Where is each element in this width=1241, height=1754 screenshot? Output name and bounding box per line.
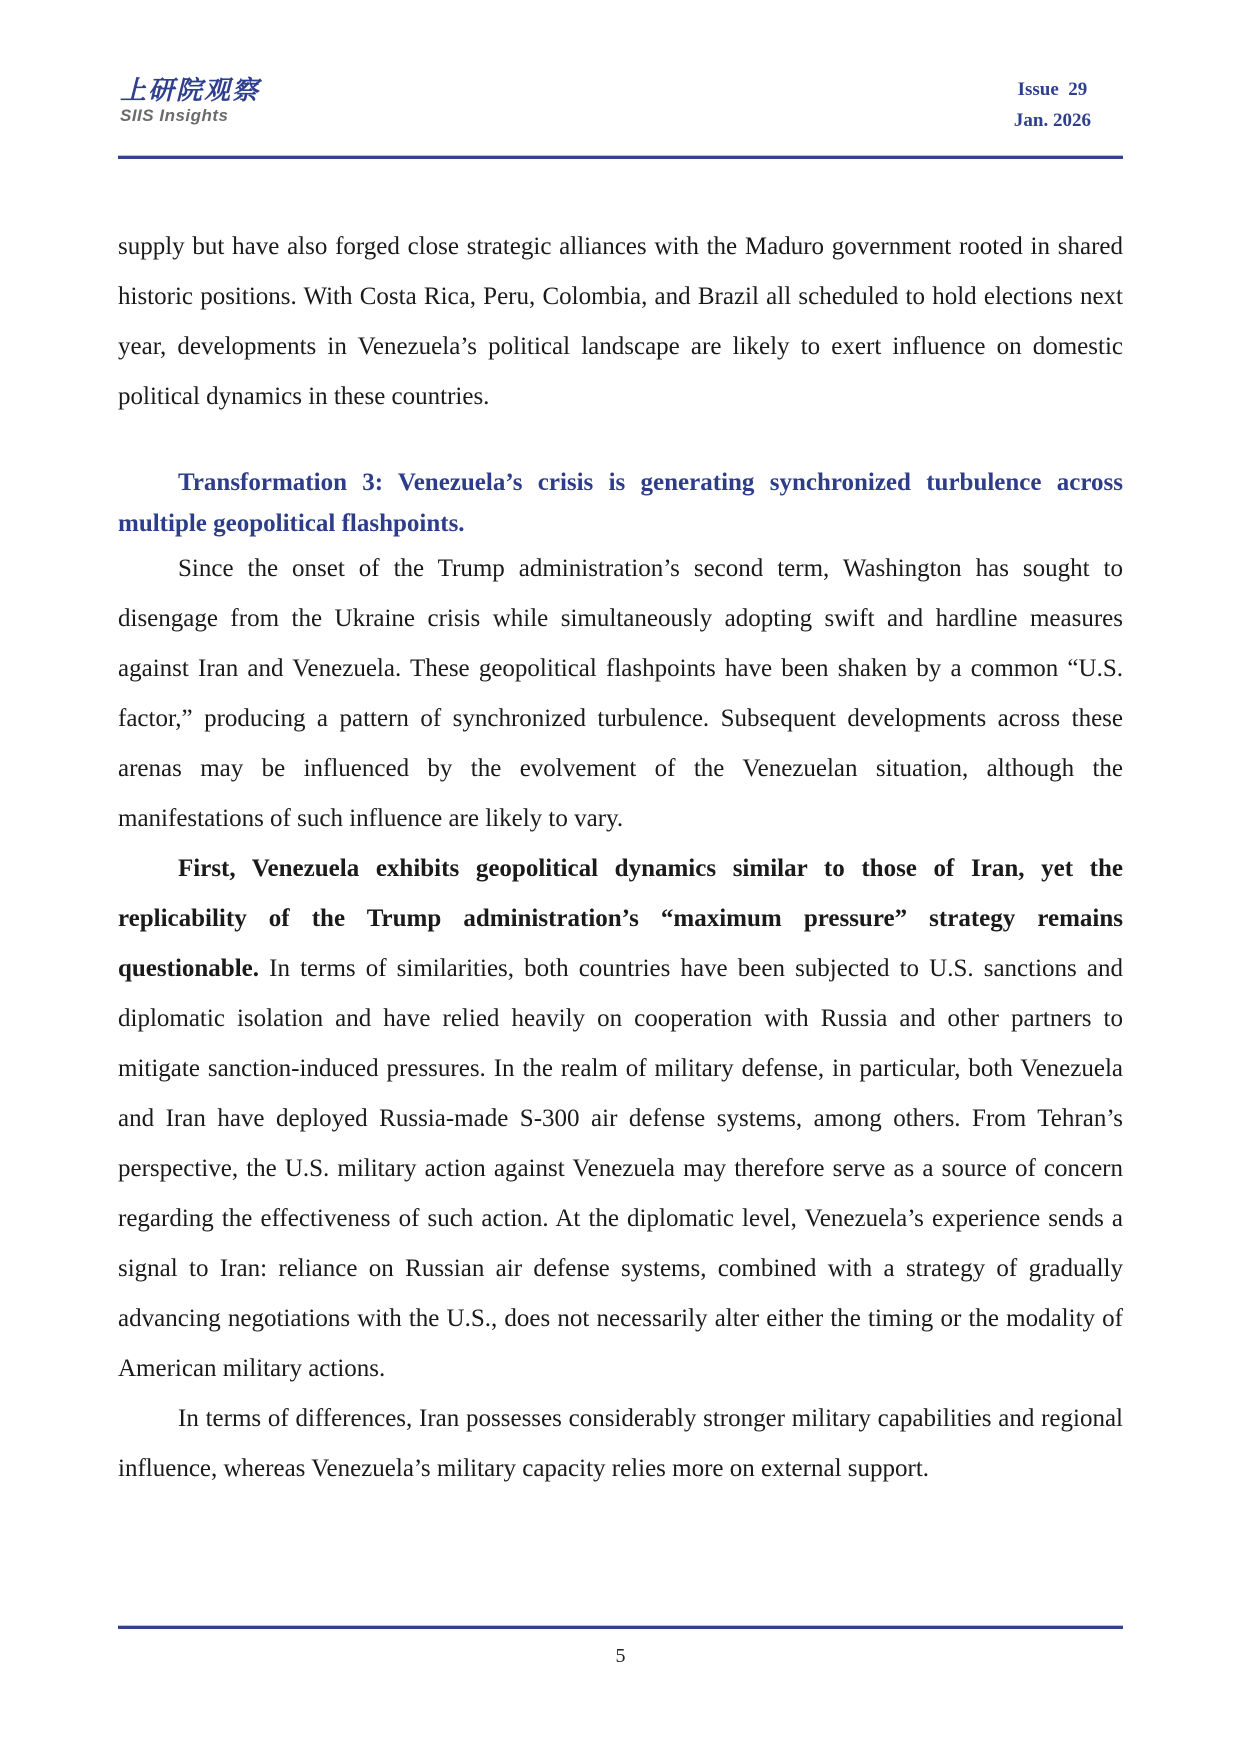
- paragraph-intro: Since the onset of the Trump administration’s second term, Washington has sought to disengage from the Ukraine crisis while simultaneously adopting swift and hardline measures against Iran and Venezuela. These geopolitical flashpoints have been shaken by a common “U.S. factor,” producing a pattern of synchronized turbulence. Subsequent developments across these arenas may be influenced by the evolvement of the Venezuelan situation, although the manifestations of such influence are likely to vary.: [118, 555, 1123, 832]
- issue-date: Jan. 2026: [1013, 110, 1091, 131]
- paragraph-continued: supply but have also forged close strategic alliances with the Maduro government rooted in shared historic positions. With Costa Rica, Peru, Colombia, and Brazil all scheduled to hold elections next year, developments in Venezuela’s political landscape are likely to exert influence on domestic political dynamics in these countries.: [118, 233, 1123, 410]
- paragraph-first-point: [118, 844, 1123, 1394]
- page-body: [118, 222, 1123, 1494]
- logo-chinese-title: 上研院观察: [120, 76, 261, 106]
- first-point-body: In terms of similarities, both countries have been subjected to U.S. sanctions and diplomatic isolation and have relied heavily on cooperation with Russia and other partners to mitigate sanction-induced pressures. In the realm of military defense, in particular, both Venezuela and Iran have deployed Russia-made S-300 air defense systems, among others. From Tehran’s perspective, the U.S. military action against Venezuela may therefore serve as a source of concern regarding the effectiveness of such action. At the diplomatic level, Venezuela’s experience sends a signal to Iran: reliance on Russian air defense systems, combined with a strategy of gradually advancing negotiations with the U.S., does not necessarily alter either the timing or the modality of American military actions.: [118, 955, 1123, 1382]
- first-point-lead: First, Venezuela exhibits geopolitical dynamics similar to those of Iran, yet the replicability of the Trump administration’s “maximum pressure” strategy remains questionable.: [118, 855, 1123, 982]
- section-heading: Transformation 3: Venezuela’s crisis is generating synchronized turbulence across multiple geopolitical flashpoints.: [118, 469, 1123, 537]
- publication-logo: [120, 76, 260, 126]
- header-divider: [118, 156, 1123, 159]
- paragraph-differences: In terms of differences, Iran possesses considerably stronger military capabilities and regional influence, whereas Venezuela’s military capacity relies more on external support.: [118, 1405, 1123, 1482]
- issue-number: Issue 29: [1017, 79, 1088, 100]
- footer-divider: [118, 1626, 1123, 1629]
- issue-info: [1014, 74, 1091, 136]
- logo-english-title: SIIS Insights: [120, 106, 229, 125]
- page-number: 5: [615, 1645, 626, 1667]
